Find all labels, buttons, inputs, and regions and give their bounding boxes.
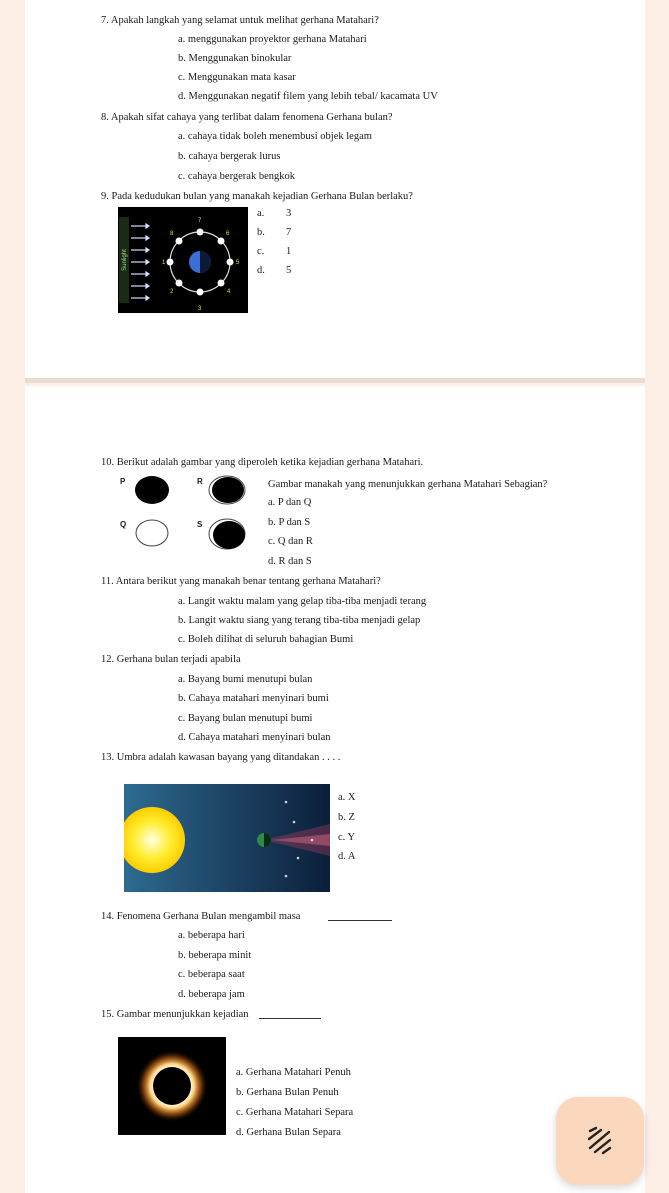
q13-option-c: c. Y [338,832,356,843]
q14-option-c: c. beberapa saat [178,969,245,980]
umbra-diagram-figure [124,784,330,892]
question-8: 8. Apakah sifat cahaya yang terlibat dalam fenomena Gerhana bulan? [101,112,393,123]
q14-option-d: d. beberapa jam [178,989,245,1000]
q14-option-b: b. beberapa minit [178,950,252,961]
q9-option-d: d. [257,265,265,276]
sunlight-label: Sunlight [122,249,128,271]
question-13: 13. Umbra adalah kawasan bayang yang ditandakan . . . . [101,752,341,763]
q14-option-a: a. beberapa hari [178,930,245,941]
q8-option-a: a. cahaya tidak boleh menembusi objek legam [178,131,372,142]
position-8-label: 8 [170,231,174,237]
q15-answer-blank [259,1018,321,1019]
q15-option-c: c. Gerhana Matahari Separa [236,1107,354,1118]
eclipse-photo [118,1037,226,1135]
eclipse-image-r [208,475,246,505]
q12-option-c: c. Bayang bulan menutupi bumi [178,713,313,724]
label-q: Q [120,520,127,529]
position-2-label: 2 [170,289,174,295]
q9-value-b: 7 [286,227,292,238]
question-7: 7. Apakah langkah yang selamat untuk melihat gerhana Matahari? [101,15,379,26]
q11-option-a: a. Langit waktu malam yang gelap tiba-tiba menjadi terang [178,596,427,607]
page-divider [25,378,645,383]
q9-value-a: 3 [286,208,292,219]
q10-option-c: c. Q dan R [268,536,313,547]
q9-option-a: a. [257,208,265,219]
q11-option-c: c. Boleh dilihat di seluruh bahagian Bumi [178,634,354,645]
pen-tool-button[interactable] [556,1097,644,1185]
q7-option-a: a. menggunakan proyektor gerhana Matahari [178,34,367,45]
position-3-label: 3 [198,306,202,312]
q10-option-a: a. P dan Q [268,497,312,508]
position-6-label: 6 [226,231,230,237]
q8-option-c: c. cahaya bergerak bengkok [178,171,295,182]
q9-option-c: c. [257,246,265,257]
position-4-label: 4 [227,289,231,295]
q9-option-b: b. [257,227,265,238]
q8-option-b: b. cahaya bergerak lurus [178,151,281,162]
question-9: 9. Pada kedudukan bulan yang manakah kejadian Gerhana Bulan berlaku? [101,191,413,202]
position-5-label: 5 [236,260,240,266]
q10-prompt: Gambar manakah yang menunjukkan gerhana Matahari Sebagian? [268,479,548,490]
q12-option-d: d. Cahaya matahari menyinari bulan [178,732,331,743]
q7-option-c: c. Menggunakan mata kasar [178,72,296,83]
q15-option-d: d. Gerhana Bulan Separa [236,1127,341,1138]
q12-option-a: a. Bayang bumi menutupi bulan [178,674,313,685]
q15-option-a: a. Gerhana Matahari Penuh [236,1067,351,1078]
label-r: R [197,477,203,486]
pen-scribble-icon [581,1122,619,1160]
q7-option-d: d. Menggunakan negatif filem yang lebih tebal/ kacamata UV [178,91,438,102]
q10-option-b: b. P dan S [268,517,311,528]
q10-option-d: d. R dan S [268,556,312,567]
eclipse-image-q [134,518,170,548]
q11-option-b: b. Langit waktu siang yang terang tiba-tiba menjadi gelap [178,615,421,626]
q12-option-b: b. Cahaya matahari menyinari bumi [178,693,329,704]
question-15: 15. Gambar menunjukkan kejadian [101,1009,249,1020]
position-1-label: 1 [162,260,166,266]
q14-answer-blank [328,920,392,921]
q13-option-a: a. X [338,792,356,803]
q7-option-b: b. Menggunakan binokular [178,53,292,64]
question-11: 11. Antara berikut yang manakah benar tentang gerhana Matahari? [101,576,381,587]
q9-value-d: 5 [286,265,292,276]
label-s: S [197,520,203,529]
label-p: P [120,477,126,486]
lunar-positions-figure [118,207,248,313]
question-12: 12. Gerhana bulan terjadi apabila [101,654,241,665]
eclipse-image-p [134,475,170,505]
question-14: 14. Fenomena Gerhana Bulan mengambil masa [101,911,301,922]
q9-value-c: 1 [286,246,292,257]
eclipse-image-s [208,518,246,550]
q13-option-d: d. A [338,851,356,862]
q15-option-b: b. Gerhana Bulan Penuh [236,1087,339,1098]
question-10: 10. Berikut adalah gambar yang diperoleh ketika kejadian gerhana Matahari. [101,457,424,468]
position-7-label: 7 [198,218,202,224]
q13-option-b: b. Z [338,812,355,823]
